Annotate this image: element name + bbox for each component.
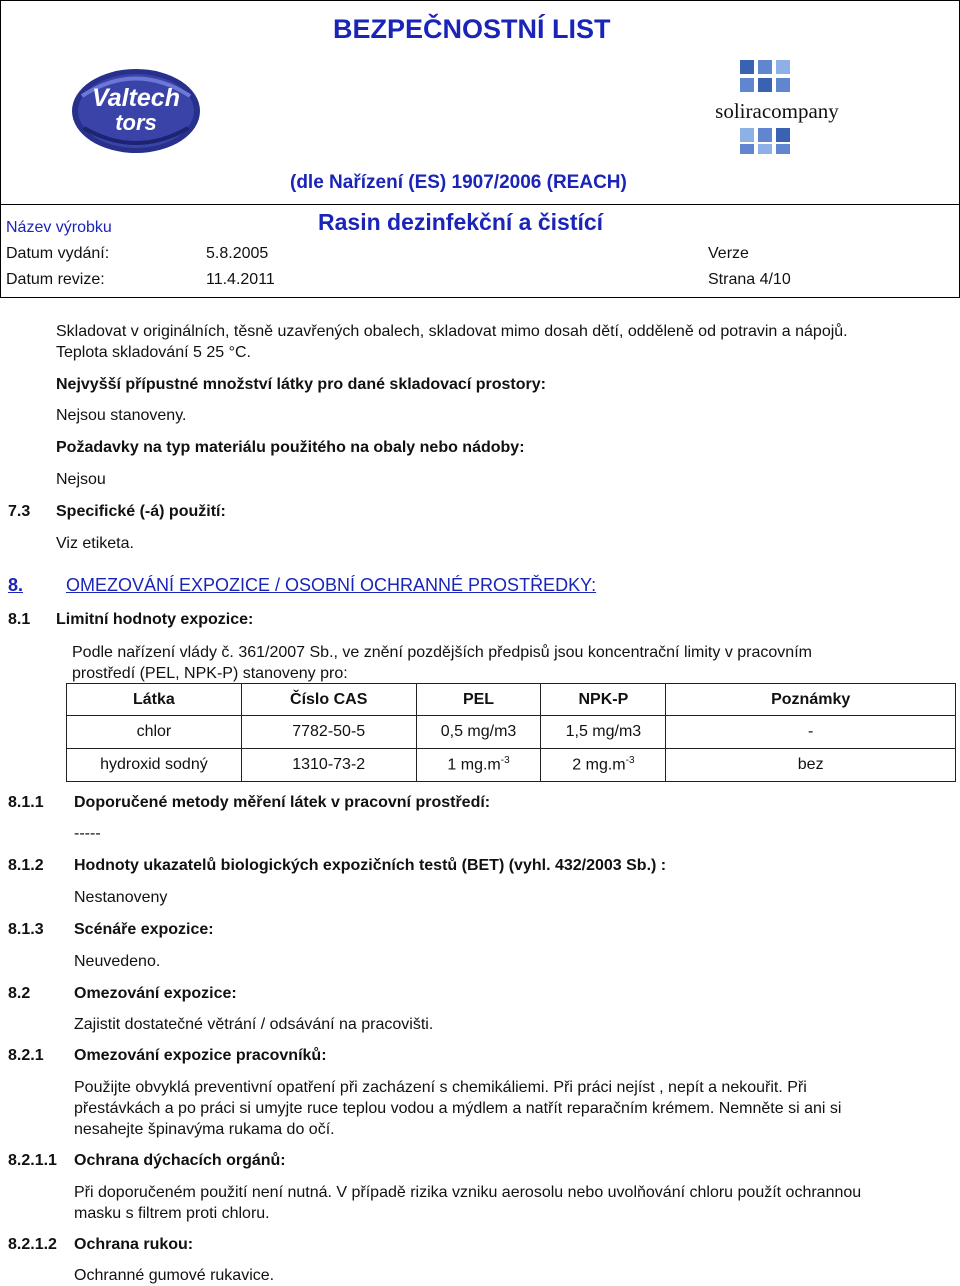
section-8-2-1-2-title: Ochrana rukou: — [74, 1236, 194, 1253]
limits-intro-line2: prostředí (PEL, NPK-P) stanoveny pro: — [72, 665, 348, 682]
issue-date-value: 5.8.2005 — [206, 245, 269, 262]
header-bottom-border — [0, 297, 960, 298]
pel-cell — [416, 749, 541, 782]
npk-cell: 1,5 mg/m3 — [541, 716, 666, 749]
max-quantity-value: Nejsou stanoveny. — [56, 407, 187, 424]
section-8-1-3-number: 8.1.3 — [8, 921, 44, 938]
section-8-2-1-line3: nesahejte špinavýma rukama do očí. — [74, 1121, 335, 1138]
cas-cell: 1310-73-2 — [241, 749, 416, 782]
section-8-1-3-title: Scénáře expozice: — [74, 921, 214, 938]
note-cell: bez — [666, 749, 956, 782]
valtech-tors-logo — [70, 66, 202, 156]
section-8-1-2-number: 8.1.2 — [8, 857, 44, 874]
table-header-row — [67, 684, 956, 716]
packaging-material-label: Požadavky na typ materiálu použitého na obaly nebo nádoby: — [56, 439, 525, 456]
section-8-2-1-1-number: 8.2.1.1 — [8, 1152, 57, 1169]
document-title: BEZPEČNOSTNÍ LIST — [333, 14, 611, 44]
limits-intro-line1: Podle nařízení vlády č. 361/2007 Sb., ve znění pozdějších předpisů jsou koncentrační limity v pracovním — [72, 644, 812, 661]
section-8-2-1-line1: Použijte obvyklá preventivní opatření při zacházení s chemikáliemi. Při práci nejíst , nepít a nekouřit. Při — [74, 1079, 807, 1096]
table-header-cell: Poznámky — [666, 684, 956, 716]
section-8-2-1-number: 8.2.1 — [8, 1047, 44, 1064]
storage-text-line2: Teplota skladování 5 25 °C. — [56, 344, 251, 361]
section-7-3-number: 7.3 — [8, 503, 31, 520]
header-top-border — [0, 0, 960, 1]
section-8-2-1-1-line1: Při doporučeném použití není nutná. V případě rizika vzniku aerosolu nebo uvolňování chloru použít ochrannou — [74, 1184, 862, 1201]
max-quantity-label: Nejvyšší přípustné množství látky pro dané skladovací prostory: — [56, 376, 546, 393]
product-name: Rasin dezinfekční a čistící — [318, 209, 604, 235]
section-7-3-value: Viz etiketa. — [56, 535, 134, 552]
issue-date-label: Datum vydání: — [6, 245, 110, 262]
section-8-2-value: Zajistit dostatečné větrání / odsávání na pracovišti. — [74, 1016, 434, 1033]
section-8-2-number: 8.2 — [8, 985, 31, 1002]
section-8-heading: OMEZOVÁNÍ EXPOZICE / OSOBNÍ OCHRANNÉ PROSTŘEDKY: — [66, 575, 597, 595]
note-cell: - — [666, 716, 956, 749]
table-header-cell: Látka — [67, 684, 242, 716]
table-header-cell: NPK-P — [541, 684, 666, 716]
valtech-logo-text-line2: tors — [115, 110, 157, 135]
table-header-cell: Číslo CAS — [241, 684, 416, 716]
npk-exponent: -3 — [625, 755, 635, 767]
revision-date-label: Datum revize: — [6, 271, 105, 288]
section-8-2-1-title: Omezování expozice pracovníků: — [74, 1047, 327, 1064]
section-8-1-number: 8.1 — [8, 611, 31, 628]
pel-value: 1 mg.m — [447, 756, 501, 774]
soliracompany-logo-text: soliracompany — [715, 99, 839, 123]
cas-cell: 7782-50-5 — [241, 716, 416, 749]
section-8-2-1-2-value: Ochranné gumové rukavice. — [74, 1267, 275, 1284]
product-label: Název výrobku — [6, 219, 112, 236]
section-8-2-title: Omezování expozice: — [74, 985, 237, 1002]
substance-cell: hydroxid sodný — [67, 749, 242, 782]
soliracompany-logo — [712, 56, 842, 158]
section-8-2-1-1-line2: masku s filtrem proti chloru. — [74, 1205, 270, 1222]
packaging-material-value: Nejsou — [56, 471, 106, 488]
section-7-3-title: Specifické (-á) použití: — [56, 503, 226, 520]
section-8-1-1-number: 8.1.1 — [8, 794, 44, 811]
regulation-reference: (dle Nařízení (ES) 1907/2006 (REACH) — [290, 172, 627, 193]
npk-value: 2 mg.m — [572, 756, 626, 774]
section-8-2-1-2-number: 8.2.1.2 — [8, 1236, 57, 1253]
pel-cell: 0,5 mg/m3 — [416, 716, 541, 749]
table-row — [67, 716, 956, 749]
section-8-2-1-1-title: Ochrana dýchacích orgánů: — [74, 1152, 286, 1169]
table-row — [67, 749, 956, 782]
section-8-1-2-title: Hodnoty ukazatelů biologických expozičních testů (BET) (vyhl. 432/2003 Sb.) : — [74, 857, 667, 874]
npk-cell — [541, 749, 666, 782]
section-8-1-1-title: Doporučené metody měření látek v pracovní prostředí: — [74, 794, 491, 811]
valtech-logo-text-line1: Valtech — [91, 84, 181, 112]
section-8-1-1-value: ----- — [74, 825, 101, 842]
header-divider — [0, 204, 960, 205]
revision-date-value: 11.4.2011 — [206, 271, 275, 288]
pel-exponent: -3 — [500, 755, 510, 767]
substance-cell: chlor — [67, 716, 242, 749]
table-header-cell: PEL — [416, 684, 541, 716]
header-left-border — [0, 0, 1, 297]
page-number: Strana 4/10 — [708, 271, 791, 288]
exposure-limits-table — [66, 683, 956, 782]
section-8-1-title: Limitní hodnoty expozice: — [56, 611, 254, 628]
section-8-1-3-value: Neuvedeno. — [74, 953, 161, 970]
storage-text-line1: Skladovat v originálních, těsně uzavřených obalech, skladovat mimo dosah dětí, odděleně od potravin a nápojů. — [56, 323, 848, 340]
version-label: Verze — [708, 245, 749, 262]
section-8-2-1-line2: přestávkách a po práci si umyjte ruce teplou vodou a mýdlem a natřít reparačním krémem. Nemněte si ani si — [74, 1100, 842, 1117]
section-8-1-2-value: Nestanoveny — [74, 889, 168, 906]
section-8-number: 8. — [8, 575, 24, 595]
